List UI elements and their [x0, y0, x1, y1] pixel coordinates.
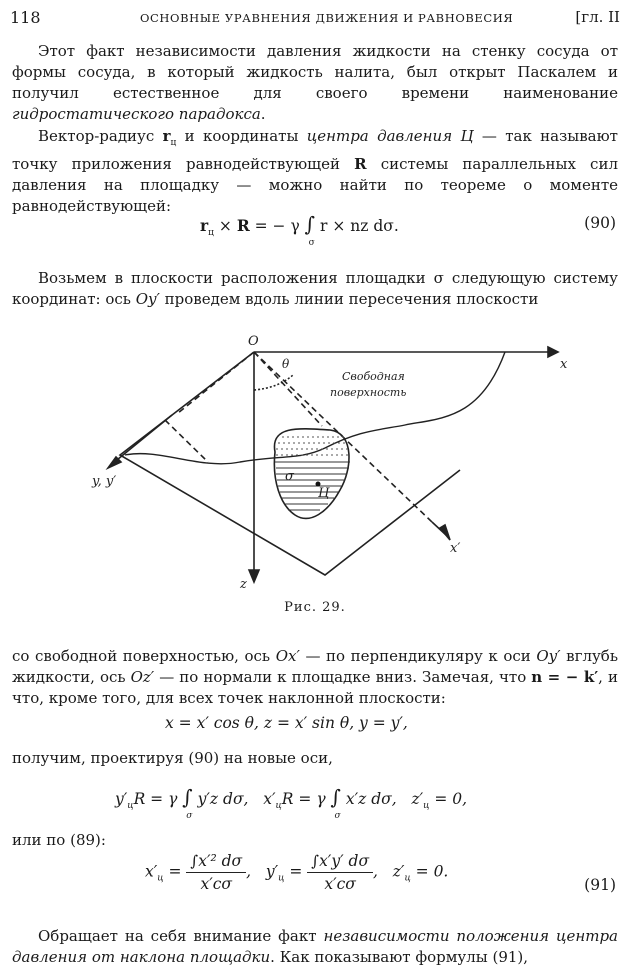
equation-projections: $y'_цR = \gamma$ ∫ σ y′z dσ, $x'_цR = \gamma$ ∫ σ x′z dσ, $z'_ц = 0$, [115, 785, 468, 821]
paragraph-or-by-89: или по (89): [12, 831, 106, 849]
paragraph-projecting: получим, проектируя (90) на новые оси, [12, 749, 333, 767]
label-center: Ц [318, 486, 330, 501]
equation-91-number: (91) [584, 876, 616, 894]
paragraph-independence: Обращает на себя внимание факт независимости положения центра давления от наклона площадки. Как показывают формулы (91), [12, 927, 618, 966]
label-y-yprime: y, y′ [92, 474, 117, 489]
paragraph-coordinates: Возьмем в плоскости расположения площадки σ следующую систему координат: ось Oy′ проведем вдоль линии пересечения плоскости [12, 269, 618, 308]
label-sigma: σ [285, 469, 294, 484]
paragraph-pascal: Этот факт независимости давления жидкости на стенку сосуда от формы сосуда, в который жидкость налита, был открыт Паскалем и получил естественное для своего времени наименование гидростатического парадокса. [12, 42, 618, 123]
equation-91: $x'_ц$ = $\frac{\text{∫x′² dσ}}{x'c\sigma}$ , $y'_ц$ = $\frac{\int x'y' d\sigma}{x'c\sigma}$ , $z'_ц = 0$. [145, 852, 449, 893]
page-number: 118 [10, 8, 41, 27]
inclined-plane [120, 352, 460, 575]
figure-caption: Рис. 29. [284, 600, 346, 615]
x-axis-arrow [548, 347, 558, 357]
y-axis [112, 415, 172, 464]
label-theta: θ [282, 357, 290, 371]
x-prime-arrow [440, 525, 450, 540]
chapter-label: [гл. II [575, 8, 620, 26]
paragraph-center-of-pressure: Вектор-радиус $r_ц$ и координаты центра давления Ц — так называют точку приложения равнодействующей R системы параллельных сил давления на площадку — можно найти по теореме о моменте равнодействующей: [12, 127, 618, 215]
equation-coordinates: x = x′ cos θ, z = x′ sin θ, y = y′, [165, 714, 408, 732]
label-x: x [560, 357, 568, 372]
equation-90-number: (90) [584, 214, 616, 232]
label-free-surface-2: поверхность [330, 386, 407, 399]
label-O: O [248, 334, 259, 349]
running-title: ОСНОВНЫЕ УРАВНЕНИЯ ДВИЖЕНИЯ И РАВНОВЕСИЯ [140, 11, 514, 25]
paragraph-axes: со свободной поверхностью, ось Ox′ — по перпендикуляру к оси Oy′ вглубь жидкости, ось Oz′ — по нормали к площадке вниз. Замечая, что n = − k′, и что, кроме того, для всех точек наклонной плоскости: [12, 647, 618, 707]
equation-90: $r_ц \times R$ = − γ ∫ σ r × nz dσ. [200, 212, 399, 248]
label-free-surface-1: Свободная [342, 370, 405, 383]
z-axis-arrow [249, 570, 259, 582]
label-x-prime: x′ [450, 541, 461, 556]
label-z: z [240, 577, 247, 592]
